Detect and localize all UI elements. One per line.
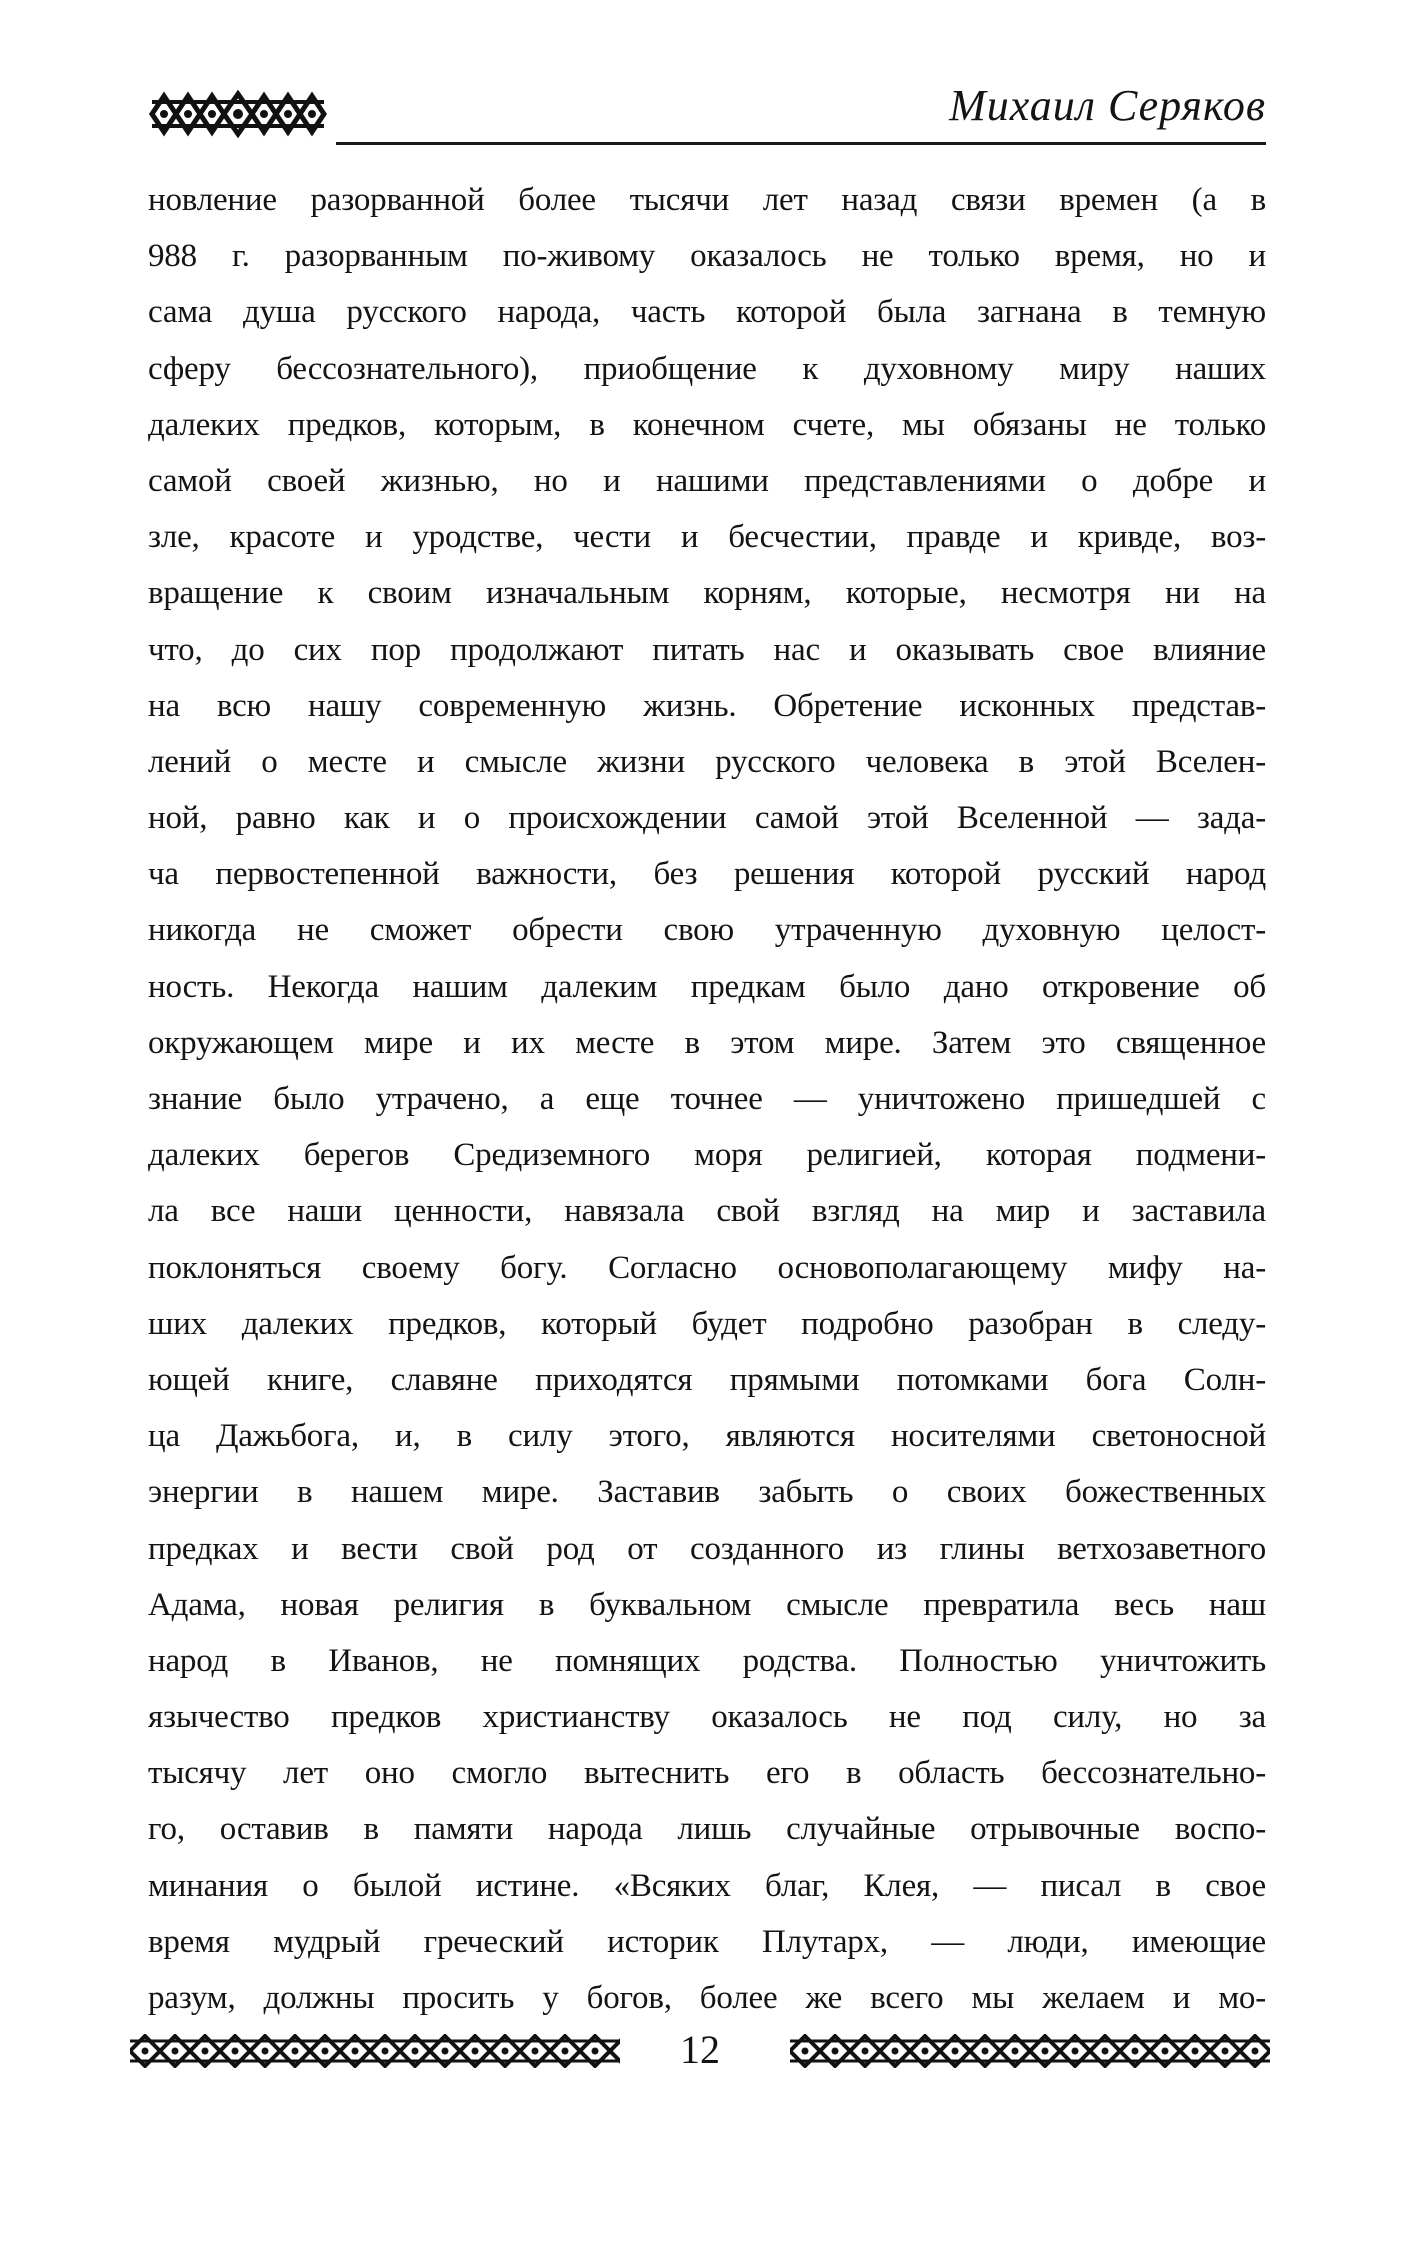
page-header: [148, 78, 1266, 148]
text-line: никогда не сможет обрести свою утраченную духовную целост-: [148, 912, 1266, 949]
page-number: 12: [680, 2027, 720, 2072]
text-line: ца Дажьбога, и, в силу этого, являются носителями светоносной: [148, 1418, 1266, 1455]
text-line: далеких предков, которым, в конечном счете, мы обязаны не только: [148, 406, 1266, 443]
header-rule: [336, 142, 1266, 145]
body-text: [148, 172, 1266, 2026]
text-line: Адама, новая религия в буквальном смысле превратила весь наш: [148, 1586, 1266, 1623]
text-line: далеких берегов Средиземного моря религией, которая подмени-: [148, 1137, 1266, 1174]
text-line: ших далеких предков, который будет подробно разобран в следу-: [148, 1305, 1266, 1342]
text-line: 988 г. разорванным по-живому оказалось не только время, но и: [148, 238, 1266, 275]
running-head-author: Михаил Серяков: [949, 81, 1266, 130]
text-line: зле, красоте и уродстве, чести и бесчестии, правде и кривде, воз-: [148, 519, 1266, 556]
text-line: ность. Некогда нашим далеким предкам было дано откровение об: [148, 968, 1266, 1005]
text-line: ющей книге, славяне приходятся прямыми потомками бога Солн-: [148, 1361, 1266, 1398]
text-line: го, оставив в памяти народа лишь случайные отрывочные воспо-: [148, 1811, 1266, 1848]
text-line: что, до сих пор продолжают питать нас и оказывать свое влияние: [148, 631, 1266, 668]
text-line: знание было утрачено, а еще точнее — уничтожено пришедшей с: [148, 1081, 1266, 1117]
text-line: время мудрый греческий историк Плутарх, — люди, имеющие: [148, 1923, 1266, 1960]
text-line: лений о месте и смысле жизни русского человека в этой Вселен-: [148, 743, 1266, 780]
text-line: ча первостепенной важности, без решения которой русский народ: [148, 856, 1266, 893]
text-line: предках и вести свой род от созданного из глины ветхозаветного: [148, 1530, 1266, 1567]
text-line: минания о былой истине. «Всяких благ, Клея, — писал в свое: [148, 1867, 1266, 1904]
page-footer: [130, 2020, 1270, 2080]
text-line: самой своей жизнью, но и нашими представлениями о добре и: [148, 462, 1266, 499]
knotwork-band-left-icon: [130, 2034, 620, 2068]
text-line: окружающем мире и их месте в этом мире. Затем это священное: [148, 1024, 1266, 1061]
text-line: тысячу лет оно смогло вытеснить его в область бессознательно-: [148, 1755, 1266, 1792]
text-line: сферу бессознательного), приобщение к духовному миру наших: [148, 350, 1266, 387]
text-line: сама душа русского народа, часть которой была загнана в темную: [148, 294, 1266, 331]
text-line: на всю нашу современную жизнь. Обретение исконных представ-: [148, 687, 1266, 724]
text-line: разум, должны просить у богов, более же всего мы желаем и мо-: [148, 1980, 1266, 2016]
knotwork-band-right-icon: [790, 2034, 1270, 2068]
text-line: народ в Иванов, не помнящих родства. Полностью уничтожить: [148, 1642, 1266, 1679]
knotwork-ornament-icon: [148, 90, 328, 138]
text-line: новление разорванной более тысячи лет назад связи времен (а в: [148, 182, 1266, 218]
text-line: вращение к своим изначальным корням, которые, несмотря ни на: [148, 575, 1266, 612]
text-line: ла все наши ценности, навязала свой взгляд на мир и заставила: [148, 1193, 1266, 1230]
text-line: язычество предков христианству оказалось не под силу, но за: [148, 1699, 1266, 1736]
text-line: ной, равно как и о происхождении самой этой Вселенной — зада-: [148, 800, 1266, 837]
text-line: энергии в нашем мире. Заставив забыть о своих божественных: [148, 1474, 1266, 1511]
text-line: поклоняться своему богу. Согласно основополагающему мифу на-: [148, 1249, 1266, 1286]
